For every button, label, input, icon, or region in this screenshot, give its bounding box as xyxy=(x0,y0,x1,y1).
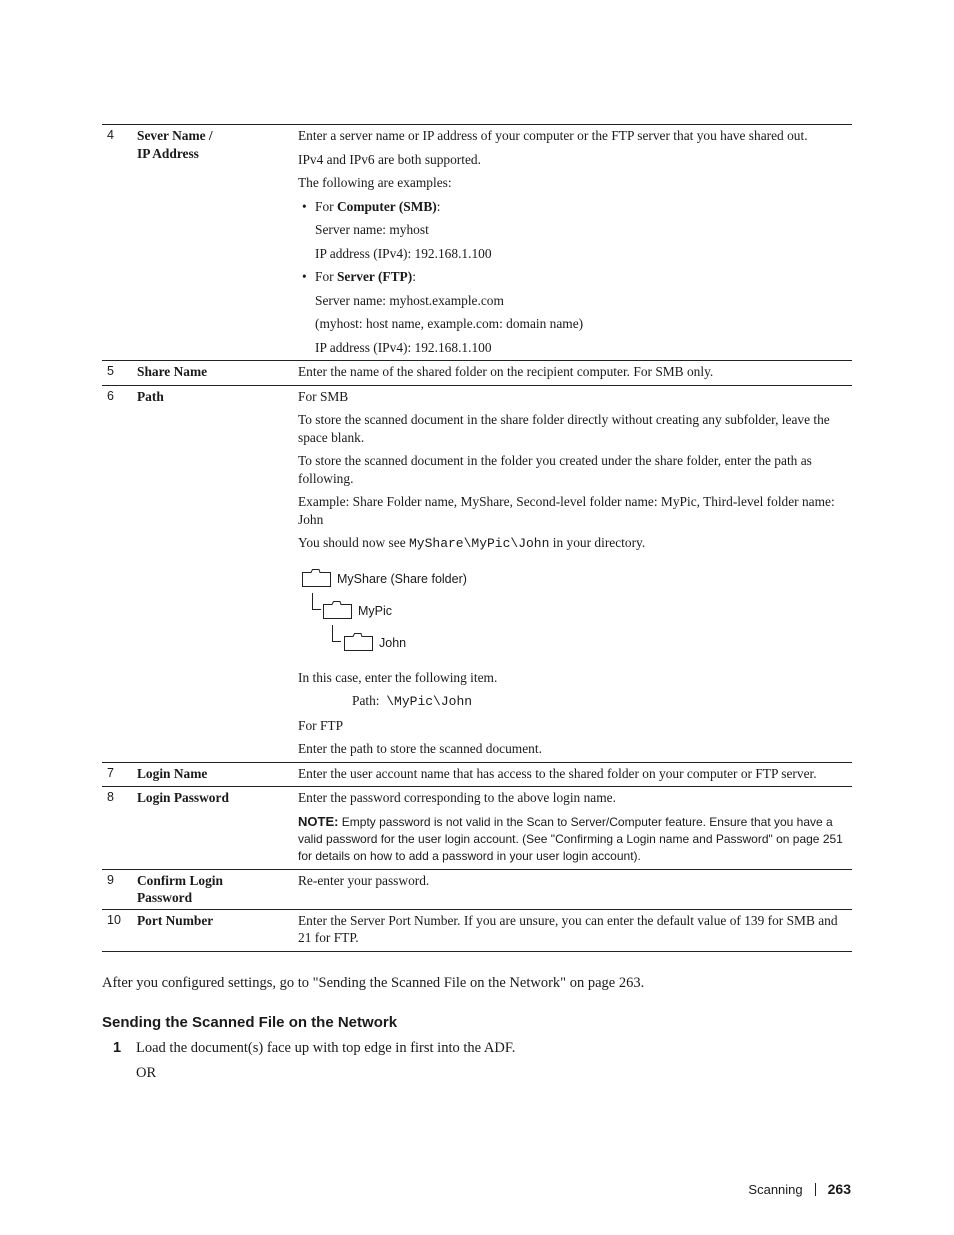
path-code: \MyPic\John xyxy=(386,694,473,709)
row-description: For SMB To store the scanned document in the share folder directly without creating any subfolder, leave the space blank. To store the scanned document in the folder you created under the share folder, enter the path as following. Example: Share Folder name, MyShare, Second-level folder name: MyPic, Third-level folder name: John You should now see MyShare\MyPic\John in your directory. MyShare (Share folder) MyPic John In this case, enter the following item. Path: \MyPic\John For FTP Enter the path to store the scanned document. xyxy=(298,385,852,762)
step-or-text: OR xyxy=(136,1065,157,1081)
row-number: 9 xyxy=(107,872,114,887)
row-label: Login Name xyxy=(137,765,208,781)
table-row xyxy=(102,787,852,870)
row-description: Enter the password corresponding to the above login name. NOTE: Empty password is not valid in the Scan to Server/Computer feature. Ensure that you have a valid password for the user login account. (See "Confirming a Login name and Password" on page 251 for details on how to add a password in your user login account). xyxy=(298,787,852,870)
row-number: 4 xyxy=(107,128,114,142)
step-number: 1 xyxy=(113,1040,122,1056)
folder-myshare: MyShare (Share folder) xyxy=(302,569,467,587)
row-description: Enter the user account name that has access to the shared folder on your computer or FTP server. xyxy=(298,765,817,781)
folder-icon xyxy=(323,601,352,619)
table-row xyxy=(102,385,852,762)
row-label: Path xyxy=(137,388,164,404)
row-label: Confirm Login Password xyxy=(137,872,223,905)
bullet-icon: • xyxy=(302,198,307,214)
row-label: Sever Name / IP Address xyxy=(137,128,213,161)
row-label: Port Number xyxy=(137,912,214,928)
row-description: Enter the Server Port Number. If you are unsure, you can enter the default value of 139 for SMB and 21 for FTP. xyxy=(298,912,838,945)
footer-divider xyxy=(815,1183,816,1196)
step-item xyxy=(113,1040,515,1058)
after-configuration-text: After you configured settings, go to "Sending the Scanned File on the Network" on page 263. xyxy=(102,975,645,991)
row-number: 8 xyxy=(107,790,114,804)
table-row xyxy=(102,361,852,386)
directory-path-code: MyShare\MyPic\John xyxy=(408,536,550,551)
row-number: 7 xyxy=(107,765,114,780)
row-label: Login Password xyxy=(137,790,229,805)
step-text: Load the document(s) face up with top edge in first into the ADF. xyxy=(136,1040,516,1056)
folder-icon xyxy=(302,569,331,587)
table-row xyxy=(102,869,852,909)
note-block: NOTE: Empty password is not valid in the Scan to Server/Computer feature. Ensure that you have a valid password for the user login account. (See "Confirming a Login name and Password" on page 251 for details on how to add a password in your user login account). xyxy=(298,813,843,863)
folder-john: John xyxy=(344,633,406,651)
settings-table xyxy=(102,124,852,952)
footer-section: Scanning xyxy=(748,1182,803,1197)
row-label: Share Name xyxy=(137,364,208,379)
row-number: 10 xyxy=(107,912,121,927)
row-description: Enter the name of the shared folder on the recipient computer. For SMB only. xyxy=(298,364,714,379)
page-footer xyxy=(748,1181,851,1199)
folder-tree xyxy=(298,569,848,669)
bullet-item: • For Server (FTP): xyxy=(302,269,416,284)
table-row xyxy=(102,909,852,951)
bullet-item: • For Computer (SMB): xyxy=(302,198,441,214)
table-row xyxy=(102,762,852,787)
table-row xyxy=(102,125,852,361)
row-number: 5 xyxy=(107,364,114,378)
row-description: Re-enter your password. xyxy=(298,872,430,888)
folder-mypic: MyPic xyxy=(323,601,392,619)
tree-connector xyxy=(312,593,321,610)
page-number: 263 xyxy=(827,1181,851,1197)
row-number: 6 xyxy=(107,388,114,403)
section-heading: Sending the Scanned File on the Network xyxy=(102,1014,398,1031)
row-description: Enter a server name or IP address of your computer or the FTP server that you have shared out. IPv4 and IPv6 are both supported. The following are examples: • For Computer (SMB): Server name: myhost IP address (IPv4): 192.168.1.100 • For Server (FTP): Server name: myhost.example.com (myhost: host name, example.com: domain name) IP address (IPv4): 192.168.1.100 xyxy=(298,125,852,361)
bullet-icon: • xyxy=(302,269,307,284)
folder-icon xyxy=(344,633,373,651)
tree-connector xyxy=(332,625,341,642)
